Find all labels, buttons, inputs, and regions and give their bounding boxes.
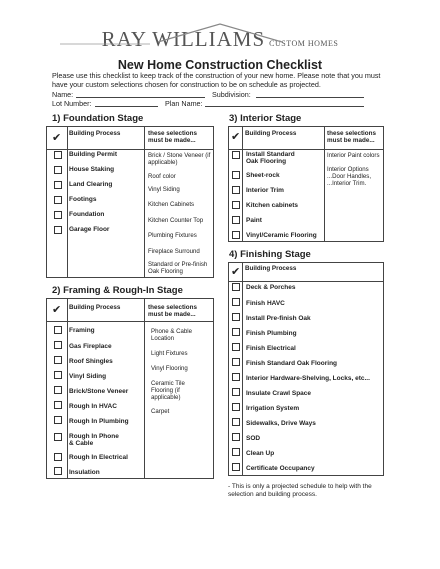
checklist-item: Finish HAVC xyxy=(246,300,285,307)
checklist-item: Rough In Phone & Cable xyxy=(69,433,119,448)
table-divider xyxy=(242,127,243,241)
checkbox[interactable] xyxy=(54,416,62,424)
table-divider xyxy=(144,127,145,277)
checklist-item: Rough In HVAC xyxy=(69,403,117,410)
checkmark-icon: ✔ xyxy=(52,304,62,316)
selection-note: Ceramic Tile Flooring (if applicable) xyxy=(151,380,185,401)
company-logo xyxy=(0,27,440,52)
selection-note: Brick / Stone Veneer (if applicable) xyxy=(148,152,211,166)
checklist-item: Land Clearing xyxy=(69,181,113,188)
checklist-item: Vinyl/Ceramic Flooring xyxy=(246,232,317,239)
checkbox[interactable] xyxy=(54,356,62,364)
checkbox[interactable] xyxy=(232,343,240,351)
table-divider xyxy=(67,127,68,277)
checklist-item: Insulate Crawl Space xyxy=(246,390,312,397)
interior-table xyxy=(228,126,384,242)
checkbox[interactable] xyxy=(54,341,62,349)
checkbox[interactable] xyxy=(232,201,240,209)
process-header: Building Process xyxy=(245,130,297,137)
checkbox[interactable] xyxy=(54,371,62,379)
selections-header: these selections must be made... xyxy=(148,130,197,145)
checklist-item: Install Standard Oak Flooring xyxy=(246,151,295,166)
checkbox[interactable] xyxy=(54,196,62,204)
checklist-item: Rough In Electrical xyxy=(69,454,128,461)
lot-number-label: Lot Number: xyxy=(52,99,92,108)
finishing-table xyxy=(228,262,384,476)
checklist-item: Garage Floor xyxy=(69,226,110,233)
checklist-item: Paint xyxy=(246,217,262,224)
checklist-item: Gas Fireplace xyxy=(69,343,112,350)
selection-note: Vinyl Flooring xyxy=(151,365,188,372)
selection-note: Interior Paint colors xyxy=(327,152,380,159)
table-divider xyxy=(324,127,325,241)
checkbox[interactable] xyxy=(54,211,62,219)
checkbox[interactable] xyxy=(232,388,240,396)
page-title: New Home Construction Checklist xyxy=(117,58,323,72)
checklist-item: House Staking xyxy=(69,166,115,173)
checklist-item: Finish Electrical xyxy=(246,345,296,352)
checkbox[interactable] xyxy=(232,463,240,471)
checklist-item: Brick/Stone Veneer xyxy=(69,388,129,395)
framing-table xyxy=(46,298,214,479)
checklist-item: Deck & Porches xyxy=(246,284,296,291)
checklist-item: Certificate Occupancy xyxy=(246,465,315,472)
checklist-item: Framing xyxy=(69,327,95,334)
checklist-item: Footings xyxy=(69,196,97,203)
checkbox[interactable] xyxy=(232,283,240,291)
selection-note: Standard or Pre-finish Oak Flooring xyxy=(148,261,208,275)
interior-stage-title: 3) Interior Stage xyxy=(229,113,302,124)
process-header: Building Process xyxy=(69,304,121,311)
checklist-item: Install Pre-finish Oak xyxy=(246,315,311,322)
foundation-table xyxy=(46,126,214,278)
checkmark-icon: ✔ xyxy=(52,132,62,144)
checklist-item: Roof Shingles xyxy=(69,358,113,365)
checklist-item: Insulation xyxy=(69,469,100,476)
checkbox[interactable] xyxy=(232,186,240,194)
checklist-item: Kitchen cabinets xyxy=(246,202,299,209)
footnote: - This is only a projected schedule to help with the selection and building process. xyxy=(228,483,372,498)
foundation-stage-title: 1) Foundation Stage xyxy=(52,113,144,124)
checkbox[interactable] xyxy=(54,467,62,475)
process-header: Building Process xyxy=(245,265,297,272)
name-field[interactable] xyxy=(76,97,205,98)
lot-number-field[interactable] xyxy=(95,106,158,107)
selection-note: Vinyl Siding xyxy=(148,186,180,193)
checklist-item: Irrigation System xyxy=(246,405,300,412)
checkbox[interactable] xyxy=(232,418,240,426)
checkbox[interactable] xyxy=(232,231,240,239)
selection-note: Roof color xyxy=(148,173,176,180)
checkbox[interactable] xyxy=(54,226,62,234)
selection-note: Phone & Cable Location xyxy=(151,328,192,342)
checkbox[interactable] xyxy=(232,373,240,381)
checkbox[interactable] xyxy=(232,171,240,179)
checkbox[interactable] xyxy=(232,403,240,411)
logo-name: RAY WILLIAMS xyxy=(101,27,266,51)
checklist-item: Interior Trim xyxy=(246,187,284,194)
process-header: Building Process xyxy=(69,130,121,137)
checklist-item: Rough In Plumbing xyxy=(69,418,129,425)
checkbox[interactable] xyxy=(232,448,240,456)
checkbox[interactable] xyxy=(232,313,240,321)
checkbox[interactable] xyxy=(54,151,62,159)
intro-text: Please use this checklist to keep track of the construction of your new home. Please note that you must have your custom selections chosen for construction to be on schedule as projected. xyxy=(52,71,381,89)
checklist-item: Finish Plumbing xyxy=(246,330,297,337)
checkbox[interactable] xyxy=(232,433,240,441)
table-divider xyxy=(242,263,243,475)
checkbox[interactable] xyxy=(232,151,240,159)
selection-note: Plumbing Fixtures xyxy=(148,232,197,239)
selections-header: these selections must be made... xyxy=(327,130,376,145)
checklist-item: Sidewalks, Drive Ways xyxy=(246,420,316,427)
name-label: Name: xyxy=(52,90,74,99)
checklist-item: Building Permit xyxy=(69,151,118,158)
subdivision-field[interactable] xyxy=(256,97,364,98)
table-divider xyxy=(67,299,68,478)
checkbox[interactable] xyxy=(54,326,62,334)
checkbox[interactable] xyxy=(54,453,62,461)
selection-note: Kitchen Cabinets xyxy=(148,201,195,208)
subdivision-label: Subdivision: xyxy=(212,90,251,99)
selection-note: Interior Options ...Door Handles, ...Interior Trim. xyxy=(327,166,372,187)
logo-subtitle: CUSTOM HOMES xyxy=(269,39,339,48)
checkbox[interactable] xyxy=(54,181,62,189)
checkbox[interactable] xyxy=(232,328,240,336)
checkbox[interactable] xyxy=(232,358,240,366)
checkbox[interactable] xyxy=(54,401,62,409)
plan-name-field[interactable] xyxy=(205,106,364,107)
plan-name-label: Plan Name: xyxy=(165,99,203,108)
checkbox[interactable] xyxy=(232,298,240,306)
checklist-item: Foundation xyxy=(69,211,105,218)
checklist-item: Clean Up xyxy=(246,450,275,457)
checkmark-icon: ✔ xyxy=(231,266,241,278)
table-divider xyxy=(144,299,145,478)
selection-note: Kitchen Counter Top xyxy=(148,217,204,224)
checklist-item: Finish Standard Oak Flooring xyxy=(246,360,338,367)
checkmark-icon: ✔ xyxy=(231,131,241,143)
checklist-item: Sheet-rock xyxy=(246,172,280,179)
checklist-item: Interior Hardware-Shelving, Locks, etc... xyxy=(246,375,370,382)
checkbox[interactable] xyxy=(232,216,240,224)
selections-header: these selections must be made... xyxy=(148,304,197,319)
checklist-item: SOD xyxy=(246,435,261,442)
checkbox[interactable] xyxy=(54,166,62,174)
selection-note: Light Fixtures xyxy=(151,350,188,357)
selection-note: Carpet xyxy=(151,408,170,415)
selection-note: Fireplace Surround xyxy=(148,248,200,255)
finishing-stage-title: 4) Finishing Stage xyxy=(229,249,311,260)
checkbox[interactable] xyxy=(54,433,62,441)
roof-logo-graphic xyxy=(0,22,440,52)
checklist-item: Vinyl Siding xyxy=(69,373,107,380)
checkbox[interactable] xyxy=(54,386,62,394)
framing-stage-title: 2) Framing & Rough-In Stage xyxy=(52,285,183,296)
